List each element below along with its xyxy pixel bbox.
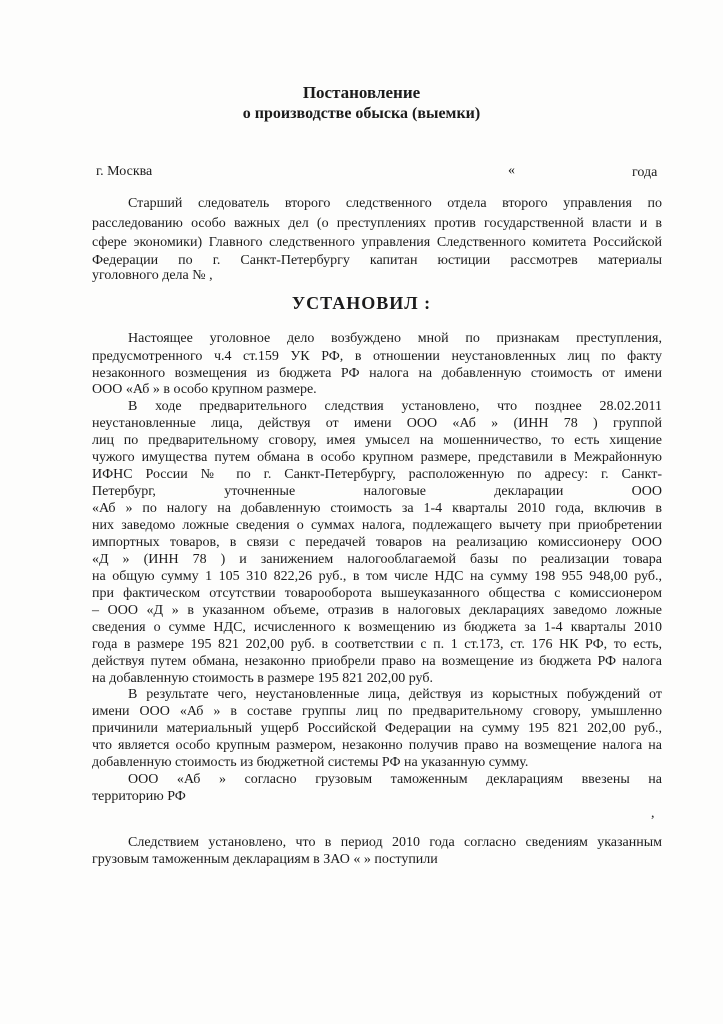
body-line: ИФНС России № по г. Санкт-Петербургу, расположенную по адресу: г. Санкт- — [92, 467, 662, 482]
body-line: при фактическом отсутствии товарооборота вышеуказанного общества с комиссионером — [92, 586, 662, 601]
body-line: добавленную стоимость из бюджетной системы РФ на указанную сумму. — [92, 755, 529, 770]
body-line: причинили материальный ущерб Российской Федерации на сумму 195 821 202,00 руб., — [92, 721, 662, 736]
final-line: Следствием установлено, что в период 2010 года согласно сведениям указанным — [128, 835, 662, 850]
body-line: «Аб » по налогу на добавленную стоимость за 1-4 кварталы 2010 года, включив в — [92, 501, 662, 516]
city-line: г. Москва — [96, 164, 153, 179]
intro-line: уголовного дела № , — [92, 268, 213, 283]
document-subtitle: о производстве обыска (выемки) — [242, 105, 481, 122]
body-line: чужого имущества путем обмана в особо крупном размере, представили в Межрайонную — [92, 450, 662, 465]
body-line: на общую сумму 1 105 310 822,26 руб., в том числе НДС на сумму 198 955 948,00 руб., — [92, 569, 662, 584]
body-line: В результате чего, неустановленные лица, действуя из корыстных побуждений от — [128, 687, 662, 702]
body-line: ООО «Аб » в особо крупном размере. — [92, 382, 317, 397]
body-line: В ходе предварительного следствия установлено, что позднее 28.02.2011 — [128, 399, 662, 414]
body-line: имени ООО «Аб » в составе группы лиц по предварительному сговору, умышленно — [92, 704, 662, 719]
body-line: что является особо крупным размером, незаконно получив право на возмещение налога на — [92, 738, 662, 753]
body-line: неустановленные лица, действуя от имени ООО «Аб » (ИНН 78 ) группой — [92, 416, 662, 431]
edge-mark: , — [651, 806, 655, 821]
body-line: ООО «Аб » согласно грузовым таможенным декларациям ввезены на — [128, 772, 662, 787]
section-heading: УСТАНОВИЛ : — [291, 293, 432, 313]
intro-line: Федерации по г. Санкт-Петербургу капитан юстиции рассмотрев материалы — [92, 253, 662, 268]
body-line: «Д » (ИНН 78 ) и занижением налогооблагаемой базы по реализации товара — [92, 552, 662, 567]
body-line: Петербург, уточненные налоговые декларации ООО — [92, 484, 662, 499]
body-line: предусмотренного ч.4 ст.159 УК РФ, в отношении неустановленных лиц по факту — [92, 349, 662, 364]
date-open-quote: « — [508, 163, 515, 178]
body-line: года в размере 195 821 202,00 руб. в соответствии с п. 1 ст.173, ст. 176 НК РФ, то есть, — [92, 637, 662, 652]
intro-line: Старший следователь второго следственного отдела второго управления по — [128, 196, 662, 211]
body-line: них заведомо ложные сведения о суммах налога, подлежащего вычету при приобретении — [92, 518, 662, 533]
body-line: лиц по предварительному сговору, имея умысел на мошенничество, то есть хищение — [92, 433, 662, 448]
body-line: – ООО «Д » в указанном объеме, отразив в налоговых декларациях заведомо ложные — [92, 603, 662, 618]
date-year-word: года — [632, 165, 658, 180]
body-line: территорию РФ — [92, 789, 186, 804]
body-line: импортных товаров, в связи с передачей товаров на реализацию комиссионеру ООО — [92, 535, 662, 550]
body-line: незаконного возмещения из бюджета РФ налога на добавленную стоимость от имени — [92, 366, 662, 381]
intro-line: сфере экономики) Главного следственного управления Следственного комитета Российской — [92, 235, 662, 250]
document-title: Постановление — [302, 83, 421, 102]
body-line: действуя путем обмана, незаконно приобрели право на возмещение из бюджета РФ налога — [92, 654, 662, 669]
intro-line: расследованию особо важных дел (о преступлениях против государственной власти и в — [92, 216, 662, 231]
body-line: на добавленную стоимость в размере 195 821 202,00 руб. — [92, 671, 433, 686]
body-line: сведения о сумме НДС, исчисленного к возмещению из бюджета за 1-4 кварталы 2010 — [92, 620, 662, 635]
final-line: грузовым таможенным декларациям в ЗАО « » поступили — [92, 852, 438, 867]
body-line: Настоящее уголовное дело возбуждено мной по признакам преступления, — [128, 331, 662, 346]
